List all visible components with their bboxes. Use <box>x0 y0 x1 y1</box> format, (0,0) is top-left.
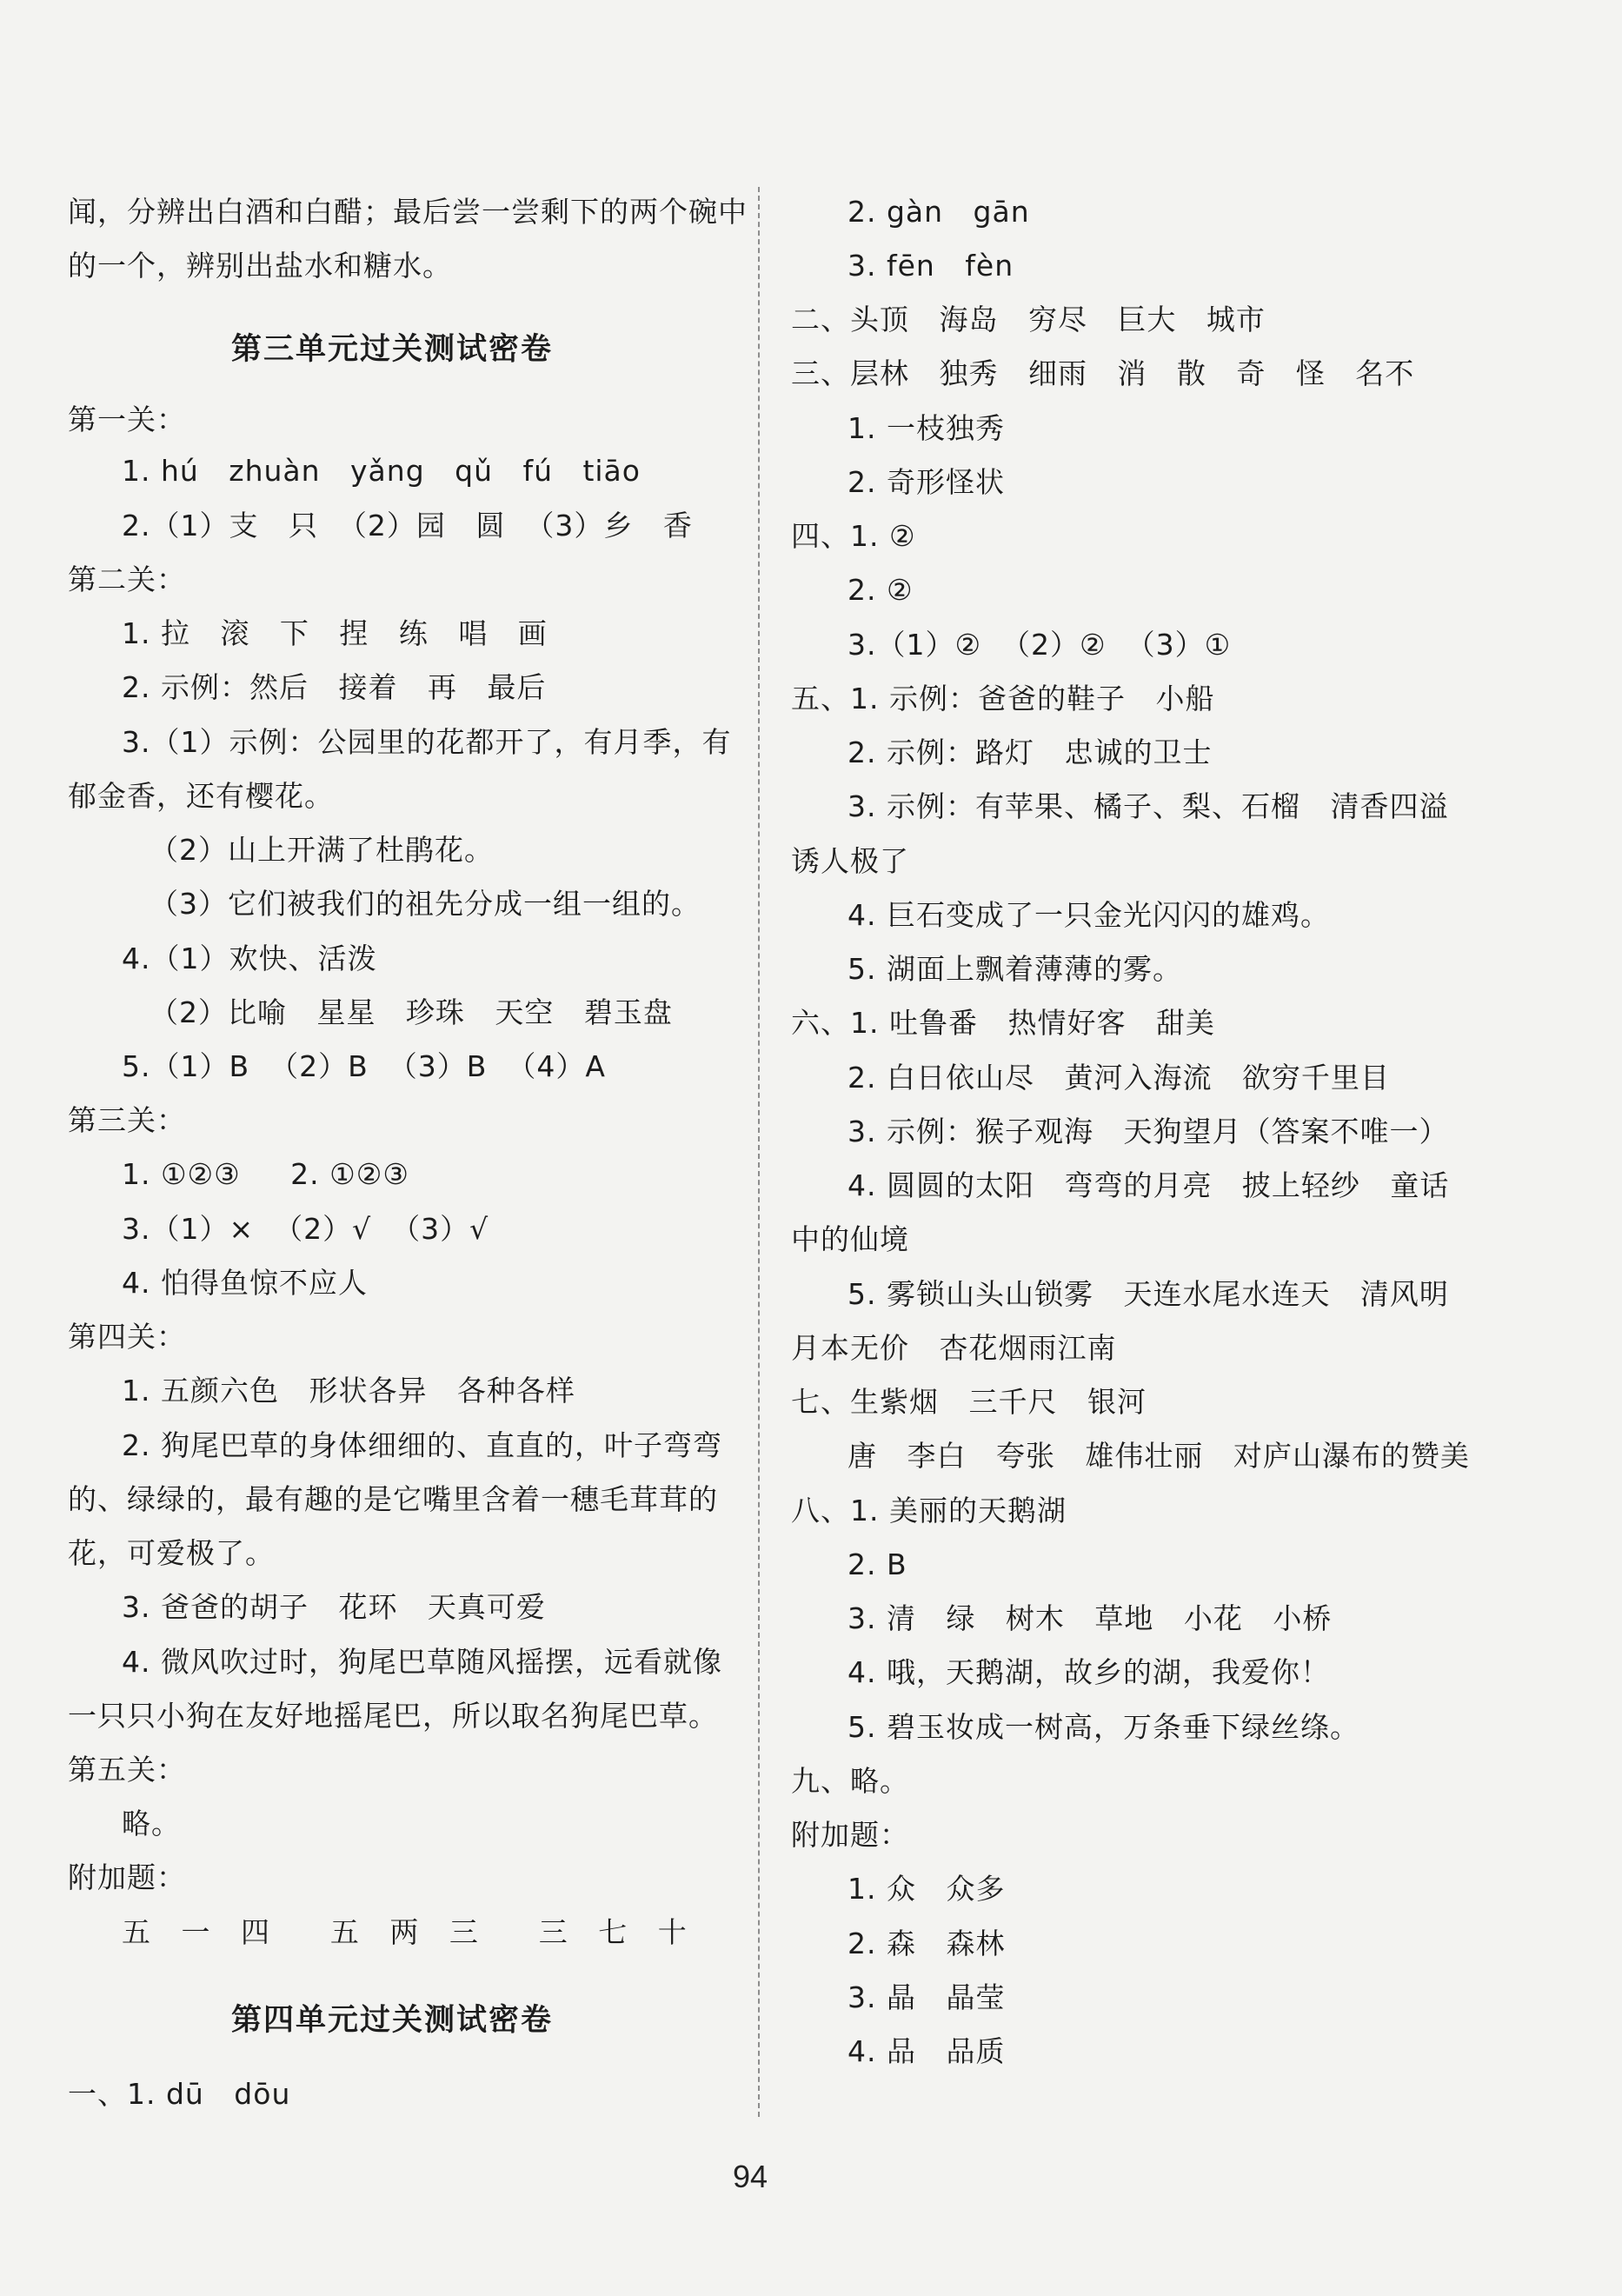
text-line: 3.（1）× （2）√ （3）√ <box>122 1212 489 1246</box>
text-line: （3）它们被我们的祖先分成一组一组的。 <box>150 887 701 921</box>
text-line: 2.（1）支 只 （2）园 圆 （3）乡 香 <box>122 509 693 542</box>
text-line: 3.（1）示例：公园里的花都开了，有月季，有 <box>122 725 732 759</box>
text-line: 一、1. dū dōu <box>68 2077 291 2111</box>
text-line: 第四关： <box>68 1320 186 1354</box>
text-line: 月本无价 杏花烟雨江南 <box>791 1331 1117 1365</box>
text-line: 4. 哦，天鹅湖，故乡的湖，我爱你！ <box>848 1655 1330 1689</box>
text-line: 2. 森 森林 <box>848 1927 1006 1960</box>
text-line: 九、略。 <box>791 1764 909 1798</box>
text-line: 5. 碧玉妆成一树高，万条垂下绿丝绦。 <box>848 1710 1359 1744</box>
text-line: 第五关： <box>68 1753 186 1787</box>
text-line: 略。 <box>122 1807 181 1840</box>
text-line: 2. gàn gān <box>848 195 1030 229</box>
text-line: 一只只小狗在友好地摇尾巴，所以取名狗尾巴草。 <box>68 1699 718 1733</box>
text-line: 4. 微风吹过时，狗尾巴草随风摇摆，远看就像 <box>122 1645 722 1679</box>
text-line: 2. 示例：路灯 忠诚的卫士 <box>848 735 1213 769</box>
text-line: 的一个，辨别出盐水和糖水。 <box>68 249 452 283</box>
text-line: 2. 狗尾巴草的身体细细的、直直的，叶子弯弯 <box>122 1428 722 1462</box>
text-line: 七、生紫烟 三千尺 银河 <box>791 1385 1147 1419</box>
column-divider <box>758 187 760 2117</box>
text-line: 花，可爱极了。 <box>68 1536 275 1570</box>
text-line: 4.（1）欢快、活泼 <box>122 942 377 975</box>
text-line: 2. 白日依山尽 黄河入海流 欲穷千里目 <box>848 1061 1390 1095</box>
text-line: 3.（1）② （2）② （3）① <box>848 628 1232 662</box>
section-heading-unit-4: 第四单元过关测试密卷 <box>231 2003 554 2038</box>
text-line: 3. 示例：猴子观海 天狗望月（答案不唯一） <box>848 1115 1449 1148</box>
text-line: 1. 拉 滚 下 捏 练 唱 画 <box>122 616 548 650</box>
text-line: 郁金香，还有樱花。 <box>68 779 334 813</box>
text-line: 五、1. 示例：爸爸的鞋子 小船 <box>791 682 1215 715</box>
text-line: 3. 示例：有苹果、橘子、梨、石榴 清香四溢 <box>848 789 1449 823</box>
text-line: 1. ①②③ 2. ①②③ <box>122 1157 409 1191</box>
text-line: 3. fēn fèn <box>848 249 1014 283</box>
text-line: 1. 众 众多 <box>848 1872 1006 1906</box>
text-line: 4. 巨石变成了一只金光闪闪的雄鸡。 <box>848 898 1330 932</box>
text-line: 4. 圆圆的太阳 弯弯的月亮 披上轻纱 童话 <box>848 1168 1450 1202</box>
text-line: 四、1. ② <box>791 519 916 553</box>
text-line: 三、层林 独秀 细雨 消 散 奇 怪 名不 <box>791 356 1415 390</box>
text-line: 中的仙境 <box>791 1222 909 1256</box>
text-line: 八、1. 美丽的天鹅湖 <box>791 1494 1067 1527</box>
text-line: 第二关： <box>68 562 186 596</box>
text-line: 1. hú zhuàn yǎng qǔ fú tiāo <box>122 454 641 488</box>
text-line: 2. 示例：然后 接着 再 最后 <box>122 670 547 704</box>
section-heading-unit-3: 第三单元过关测试密卷 <box>231 332 554 367</box>
text-line: 闻，分辨出白酒和白醋；最后尝一尝剩下的两个碗中 <box>68 195 748 229</box>
text-line: 5. 湖面上飘着薄薄的雾。 <box>848 952 1182 986</box>
text-line: 的、绿绿的，最有趣的是它嘴里含着一穗毛茸茸的 <box>68 1482 718 1516</box>
text-line: 唐 李白 夸张 雄伟壮丽 对庐山瀑布的赞美 <box>848 1439 1470 1473</box>
text-line: 1. 一枝独秀 <box>848 411 1005 445</box>
text-line: 3. 清 绿 树木 草地 小花 小桥 <box>848 1601 1333 1635</box>
text-line: 5.（1）B （2）B （3）B （4）A <box>122 1049 606 1083</box>
text-line: （2）山上开满了杜鹃花。 <box>150 833 494 867</box>
text-line: 六、1. 吐鲁番 热情好客 甜美 <box>791 1006 1215 1040</box>
text-line: 2. ② <box>848 573 914 607</box>
text-line: 附加题： <box>68 1860 186 1894</box>
text-line: 2. B <box>848 1547 907 1581</box>
text-line: （2）比喻 星星 珍珠 天空 碧玉盘 <box>150 995 673 1029</box>
text-line: 4. 品 品质 <box>848 2034 1006 2068</box>
text-line: 3. 爸爸的胡子 花环 天真可爱 <box>122 1590 546 1624</box>
text-line: 2. 奇形怪状 <box>848 465 1005 499</box>
text-line: 附加题： <box>791 1818 909 1852</box>
text-line: 诱人极了 <box>791 844 909 878</box>
text-line: 5. 雾锁山头山锁雾 天连水尾水连天 清风明 <box>848 1277 1449 1311</box>
page-number: 94 <box>733 2159 768 2194</box>
text-line: 3. 晶 晶莹 <box>848 1980 1006 2014</box>
text-line: 第三关： <box>68 1103 186 1137</box>
text-line: 1. 五颜六色 形状各异 各种各样 <box>122 1374 575 1408</box>
text-line: 二、头顶 海岛 穷尽 巨大 城市 <box>791 303 1266 336</box>
text-line: 五 一 四 五 两 三 三 七 十 <box>122 1915 688 1949</box>
text-line: 第一关： <box>68 403 186 436</box>
text-line: 4. 怕得鱼惊不应人 <box>122 1266 368 1300</box>
